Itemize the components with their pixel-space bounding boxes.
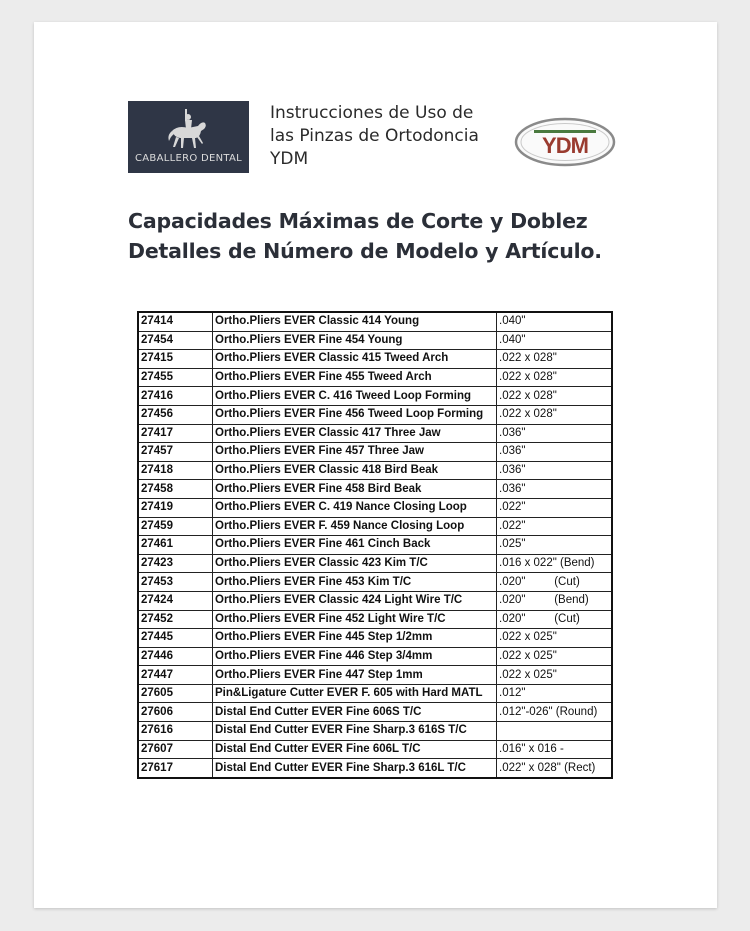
section-heading (128, 206, 602, 266)
capacity-cell (497, 722, 613, 741)
table-row (138, 480, 612, 499)
table-row (138, 684, 612, 703)
model-number-cell: 27424 (138, 591, 213, 610)
capacity-cell: .040" (497, 312, 613, 331)
title-line-2: las Pinzas de Ortodoncia (270, 126, 479, 146)
model-number-cell: 27458 (138, 480, 213, 499)
model-number-cell: 27446 (138, 647, 213, 666)
heading-line-2: Detalles de Número de Modelo y Artículo. (128, 239, 602, 263)
table-row (138, 591, 612, 610)
model-number-cell: 27453 (138, 573, 213, 592)
article-description-cell: Ortho.Pliers EVER Fine 457 Three Jaw (213, 443, 497, 462)
model-number-cell: 27417 (138, 424, 213, 443)
table-row (138, 387, 612, 406)
article-description-cell: Ortho.Pliers EVER Classic 417 Three Jaw (213, 424, 497, 443)
pliers-capacity-table (137, 311, 613, 779)
model-number-cell: 27606 (138, 703, 213, 722)
capacity-cell: .020" (Cut) (497, 610, 613, 629)
model-number-cell: 27455 (138, 368, 213, 387)
article-description-cell: Ortho.Pliers EVER Fine 445 Step 1/2mm (213, 629, 497, 648)
table-row (138, 368, 612, 387)
table-row (138, 517, 612, 536)
capacity-cell: .022" (497, 517, 613, 536)
capacity-cell: .036" (497, 461, 613, 480)
ydm-logo (514, 117, 616, 167)
capacity-cell: .036" (497, 424, 613, 443)
table-row (138, 666, 612, 685)
article-description-cell: Ortho.Pliers EVER Fine 446 Step 3/4mm (213, 647, 497, 666)
article-description-cell: Ortho.Pliers EVER Fine 461 Cinch Back (213, 536, 497, 555)
table-row (138, 647, 612, 666)
article-description-cell: Ortho.Pliers EVER Fine 455 Tweed Arch (213, 368, 497, 387)
model-number-cell: 27456 (138, 405, 213, 424)
document-page (34, 22, 717, 908)
title-line-1: Instrucciones de Uso de (270, 103, 474, 123)
table-row (138, 331, 612, 350)
capacity-cell: .020" (Bend) (497, 591, 613, 610)
capacity-cell: .036" (497, 443, 613, 462)
table-row (138, 350, 612, 369)
capacity-cell: .022 x 025" (497, 647, 613, 666)
caballero-dental-logo (128, 101, 249, 173)
article-description-cell: Ortho.Pliers EVER Fine 456 Tweed Loop Forming (213, 405, 497, 424)
model-number-cell: 27607 (138, 740, 213, 759)
model-number-cell: 27454 (138, 331, 213, 350)
article-description-cell: Ortho.Pliers EVER C. 419 Nance Closing Loop (213, 498, 497, 517)
article-description-cell: Distal End Cutter EVER Fine 606L T/C (213, 740, 497, 759)
article-description-cell: Ortho.Pliers EVER Classic 415 Tweed Arch (213, 350, 497, 369)
article-description-cell: Ortho.Pliers EVER Fine 447 Step 1mm (213, 666, 497, 685)
article-description-cell: Ortho.Pliers EVER Classic 423 Kim T/C (213, 554, 497, 573)
model-number-cell: 27415 (138, 350, 213, 369)
table-row (138, 722, 612, 741)
table-body (138, 312, 612, 778)
table-row (138, 554, 612, 573)
article-description-cell: Ortho.Pliers EVER Classic 414 Young (213, 312, 497, 331)
article-description-cell: Distal End Cutter EVER Fine Sharp.3 616L T/C (213, 759, 497, 778)
table-row (138, 573, 612, 592)
capacity-cell: .020" (Cut) (497, 573, 613, 592)
capacity-cell: .012" (497, 684, 613, 703)
table-row (138, 759, 612, 778)
capacity-cell: .022 x 028" (497, 405, 613, 424)
article-description-cell: Ortho.Pliers EVER Classic 418 Bird Beak (213, 461, 497, 480)
model-number-cell: 27605 (138, 684, 213, 703)
model-number-cell: 27418 (138, 461, 213, 480)
table-row (138, 461, 612, 480)
model-number-cell: 27457 (138, 443, 213, 462)
article-description-cell: Pin&Ligature Cutter EVER F. 605 with Hard MATL (213, 684, 497, 703)
heading-line-1: Capacidades Máximas de Corte y Doblez (128, 209, 588, 233)
article-description-cell: Ortho.Pliers EVER Fine 454 Young (213, 331, 497, 350)
article-description-cell: Ortho.Pliers EVER Fine 458 Bird Beak (213, 480, 497, 499)
table-row (138, 443, 612, 462)
article-description-cell: Ortho.Pliers EVER C. 416 Tweed Loop Forming (213, 387, 497, 406)
logo-brand-text: CABALLERO DENTAL (134, 153, 243, 164)
model-number-cell: 27459 (138, 517, 213, 536)
capacity-cell: .022" (497, 498, 613, 517)
model-number-cell: 27423 (138, 554, 213, 573)
capacity-cell: .040" (497, 331, 613, 350)
table-row (138, 703, 612, 722)
capacity-cell: .016 x 022" (Bend) (497, 554, 613, 573)
table-row (138, 405, 612, 424)
capacity-cell: .022 x 028" (497, 350, 613, 369)
article-description-cell: Distal End Cutter EVER Fine Sharp.3 616S T/C (213, 722, 497, 741)
model-number-cell: 27447 (138, 666, 213, 685)
capacity-cell: .016" x 016 - (497, 740, 613, 759)
table-row (138, 536, 612, 555)
model-number-cell: 27461 (138, 536, 213, 555)
model-number-cell: 27419 (138, 498, 213, 517)
capacity-cell: .022" x 028" (Rect) (497, 759, 613, 778)
model-number-cell: 27617 (138, 759, 213, 778)
table-row (138, 629, 612, 648)
table-row (138, 498, 612, 517)
capacity-cell: .022 x 028" (497, 387, 613, 406)
title-line-3: YDM (270, 149, 309, 169)
article-description-cell: Ortho.Pliers EVER F. 459 Nance Closing Loop (213, 517, 497, 536)
document-title (270, 102, 500, 171)
article-description-cell: Ortho.Pliers EVER Fine 452 Light Wire T/C (213, 610, 497, 629)
capacity-cell: .025" (497, 536, 613, 555)
table-row (138, 610, 612, 629)
table-row (138, 312, 612, 331)
capacity-cell: .022 x 025" (497, 629, 613, 648)
model-number-cell: 27452 (138, 610, 213, 629)
model-number-cell: 27616 (138, 722, 213, 741)
article-description-cell: Distal End Cutter EVER Fine 606S T/C (213, 703, 497, 722)
article-description-cell: Ortho.Pliers EVER Classic 424 Light Wire T/C (213, 591, 497, 610)
article-description-cell: Ortho.Pliers EVER Fine 453 Kim T/C (213, 573, 497, 592)
capacity-cell: .022 x 028" (497, 368, 613, 387)
capacity-cell: .012"-026" (Round) (497, 703, 613, 722)
model-number-cell: 27416 (138, 387, 213, 406)
table-row (138, 424, 612, 443)
model-number-cell: 27414 (138, 312, 213, 331)
model-number-cell: 27445 (138, 629, 213, 648)
knight-on-horse-icon (164, 107, 212, 153)
capacity-cell: .022 x 025" (497, 666, 613, 685)
capacity-cell: .036" (497, 480, 613, 499)
table-row (138, 740, 612, 759)
ydm-logo-text: YDM (542, 133, 588, 158)
